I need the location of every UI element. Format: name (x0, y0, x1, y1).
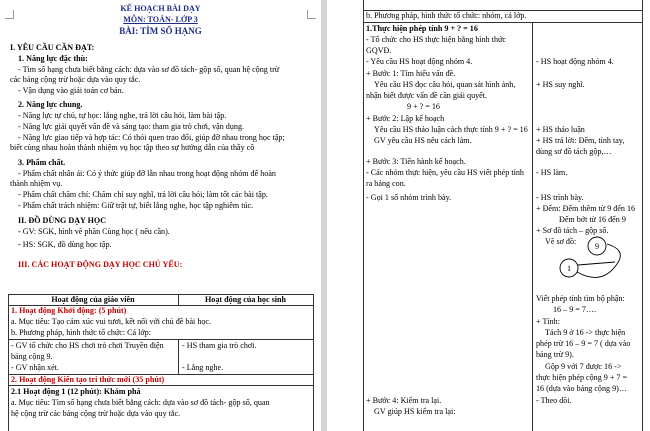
student-line: thực hiện phép cộng 9 + 7 = (536, 373, 628, 382)
text-line: a. Mục tiêu: Tìm số hạng chưa biết bằng cách: dựa vào sơ đồ tách- gộp số, quan (11, 398, 270, 407)
table-header-student: Hoạt động của học sinh (205, 295, 286, 304)
teacher-line: Yêu cầu HS thảo luận cách thực tính 9 + ? = 16 (374, 125, 528, 134)
student-line: + HS suy nghĩ. (536, 80, 585, 89)
subsection-heading: 2. Năng lực chung. (18, 100, 83, 109)
student-line: + Đếm: Đếm thêm từ 9 đến 16 (536, 204, 636, 213)
text-line: - Năng lực giao tiếp và hợp tác: Có thói quen trao đổi, giúp đỡ nhau trong học tập; (18, 133, 285, 142)
teacher-line: + Bước 2: Lập kế hoạch (366, 114, 445, 123)
section-heading: III. CÁC HOẠT ĐỘNG DẠY HỌC CHỦ YẾU: (18, 260, 183, 269)
teacher-line: + Bước 3: Tiến hành kế hoạch. (366, 157, 466, 166)
subject-title: MÔN: TOÁN- LỚP 3 (123, 15, 198, 24)
table-cell: - GV tổ chức cho HS chơi trò chơi Truyền điện (11, 341, 164, 350)
teacher-line: ra bảng con. (366, 179, 406, 188)
text-line: - Phẩm chất chăm chỉ: Chăm chỉ suy nghĩ, trả lời câu hỏi; làm tốt các bài tập. (18, 190, 268, 199)
text-line: - Năng lực tự chủ, tự học: lắng nghe, trả lời câu hỏi, làm bài tập. (18, 111, 227, 120)
section-heading: I. YÊU CẦU CẦN ĐẠT: (10, 43, 95, 52)
student-line: - HS hoạt động nhóm 4. (536, 57, 614, 66)
section-heading: II. ĐỒ DÙNG DẠY HỌC (18, 216, 107, 225)
text-line: - Năng lực giải quyết vấn đề và sáng tạo: tham gia trò chơi, vận dụng. (18, 122, 245, 131)
activity-heading: 2. Hoạt động Kiến tạo tri thức mới (35 phút) (11, 375, 165, 384)
text-line: - Vận dụng vào giải toán cơ bản. (18, 86, 124, 95)
text-line: các bảng cộng trừ hoặc dựa vào quy tắc. (10, 75, 141, 84)
split-merge-diagram (557, 232, 627, 292)
text-line: thành nhiệm vụ. (10, 179, 63, 188)
text-line: - Tìm số hạng chưa biết bằng cách: dựa vào sơ đồ tách- gộp số, quan hệ cộng trừ (18, 65, 280, 74)
student-line: + Tính: (536, 317, 560, 326)
teacher-line: - Gọi 1 số nhóm trình bày. (366, 193, 452, 202)
student-line: 16 (dựa vào bảng cộng 9)… (536, 384, 627, 393)
student-line: - HS làm. (536, 168, 568, 177)
lesson-title: BÀI: TÌM SỐ HẠNG (119, 26, 202, 36)
table-cell: - HS tham gia trò chơi. (182, 341, 257, 350)
subsection-heading: 3. Phẩm chất. (18, 158, 66, 167)
student-line: Tách 9 ở 16 -> thực hiện (545, 328, 626, 337)
teacher-line: GV yêu cầu HS nêu cách làm. (374, 136, 472, 145)
student-line: 16 – 9 = 7…. (553, 305, 597, 314)
teacher-line: GQVĐ. (366, 46, 392, 55)
right-page (327, 0, 650, 431)
student-line: Đếm bớt từ 16 đến 9 (559, 215, 626, 224)
student-line: + HS trả lời: Đếm, tính tay, (536, 136, 625, 145)
teacher-line: GV giúp HS kiểm tra lại: (374, 407, 456, 416)
text-line: - HS: SGK, đồ dùng học tập. (18, 240, 112, 249)
teacher-line: + Bước 4: Kiểm tra lại. (366, 396, 442, 405)
text-line: biết cùng nhau hoàn thành nhiệm vụ học tập theo sự hướng dẫn của thầy cô (10, 143, 255, 152)
teacher-line: nhận biết được vấn đề cần giải quyết. (366, 91, 488, 100)
text-line: - Phẩm chất nhân ái: Có ý thức giúp đỡ lẫn nhau trong hoạt động nhóm để hoàn (18, 169, 276, 178)
student-line: Viết phép tính tìm bộ phận: (536, 294, 625, 303)
student-line: dùng sơ đồ tách gộp,… (536, 147, 612, 156)
teacher-line: - Tổ chức cho HS thực hiện bằng hình thức (366, 35, 507, 44)
teacher-line: - Các nhóm thực hiện, yêu cầu HS viết phép tính (366, 168, 524, 177)
diagram-label-bottom: 1 (567, 264, 571, 273)
plan-title: KẾ HOẠCH BÀI DẠY (120, 4, 201, 13)
student-line: Gộp 9 với 7 được 16 -> (545, 362, 622, 371)
student-line: - HS trình bày. (536, 193, 584, 202)
left-page (0, 0, 321, 431)
teacher-line: - Yêu cầu HS hoạt động nhóm 4. (366, 57, 473, 66)
table-cell: - Lắng nghe. (182, 363, 224, 372)
student-line: - Theo dõi. (536, 396, 572, 405)
activity-subheading: 2.1 Hoạt động 1 (12 phút): Khám phá (11, 387, 141, 396)
teacher-line: 9 + ? = 16 (407, 102, 440, 111)
activity-heading: 1. Hoạt động Khởi động: (5 phút) (11, 306, 127, 315)
text-line: - Phẩm chất trách nhiệm: Giữ trật tự, biết lắng nghe, học tập nghiêm túc. (18, 201, 254, 210)
text-line: hệ cộng trừ các bảng cộng trừ hoặc dựa vào quy tắc. (11, 409, 181, 418)
teacher-line: + Bước 1: Tìm hiểu vấn đề. (366, 69, 456, 78)
text-line: b. Phương pháp, hình thức tổ chức: nhóm, cả lớp. (366, 11, 527, 20)
student-line: + HS thảo luận (536, 125, 585, 134)
student-line: Vẽ sơ đồ: (545, 237, 577, 246)
table-cell: bảng cộng 9. (11, 352, 53, 361)
text-line: - GV: SGK, hình vẽ phần Cùng học ( nếu cần). (18, 227, 170, 236)
student-line: bảng trừ 9). (536, 350, 574, 359)
text-line: a. Mục tiêu: Tạo cảm xúc vui tươi, kết nối với chủ đề bài học. (11, 317, 212, 326)
diagram-label-top: 9 (595, 242, 599, 251)
text-line: b. Phương pháp, hình thức tổ chức: Cá lớp: (11, 328, 151, 337)
table-header-teacher: Hoạt động của giáo viên (51, 295, 135, 304)
student-line: phép trừ 16 – 9 = 7 ( dựa vào (536, 339, 631, 348)
task-heading: 1.Thực hiện phép tính 9 + ? = 16 (366, 24, 478, 33)
student-line: + Sơ đồ tách – gộp số. (536, 226, 609, 235)
subsection-heading: 1. Năng lực đặc thù: (18, 54, 88, 63)
table-cell: - GV nhận xét. (11, 363, 59, 372)
diagram-link (578, 262, 615, 265)
teacher-line: Yêu cầu HS đọc câu hỏi, quan sát hình ảnh, (374, 80, 516, 89)
